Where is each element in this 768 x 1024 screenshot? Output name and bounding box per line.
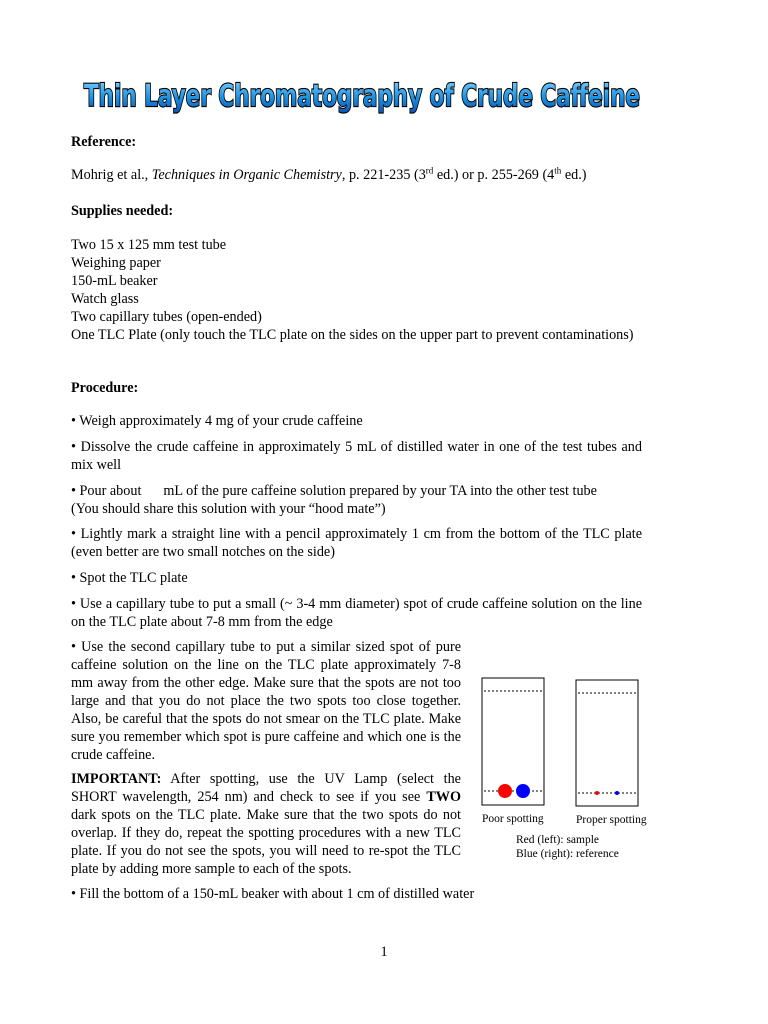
supply-item: Weighing paper [71,255,161,271]
reference-spot-large [516,784,530,798]
procedure-step-3 [71,482,642,518]
citation-authors: Mohrig et al., [71,167,152,183]
reference-heading: Reference: [71,134,137,150]
procedure-heading: Procedure: [71,380,139,396]
procedure-step-8: • Fill the bottom of a 150-mL beaker with about 1 cm of distilled water [71,886,475,902]
sample-spot-large [498,784,512,798]
procedure-step-7: • Use the second capillary tube to put a similar sized spot of pure caffeine solution on the line on the TLC plate approximately 7-8 mm away from the other edge. Make sure that the spots are not too large and that you do not place the two spots too close together. Also, be careful that the spots do not smear on the TLC plate. Make sure you remember which spot is pure caffeine and which one is the crude caffeine. [71,639,461,763]
important-label: IMPORTANT: [71,771,162,787]
proper-spotting-plate [576,680,638,806]
procedure-step-5: • Spot the TLC plate [71,570,188,586]
reference-citation [71,166,642,184]
important-note [71,770,461,878]
procedure-step-1: • Weigh approximately 4 mg of your crude caffeine [71,413,363,429]
poor-spotting-label: Poor spotting [482,813,544,825]
poor-spotting-plate [482,678,544,805]
supply-item: Two 15 x 125 mm test tube [71,237,227,253]
sample-spot-small [595,791,599,795]
citation-sup-th: th [554,165,562,176]
supplies-list [71,236,642,344]
citation-mid: ed.) or p. 255-269 (4 [433,167,555,183]
citation-end: ed.) [561,167,587,183]
step-3-start: • Pour about [71,483,142,499]
citation-book: Techniques in Organic Chemistry [151,167,342,183]
important-two: TWO [426,789,461,805]
document-title [78,70,646,118]
important-text-b: dark spots on the TLC plate. Make sure that the two spots do not overlap. If they do, repeat the spotting procedures with a new TLC plate. If you do not see the spots, you will need to re-spot the TLC plate by adding more sample to each of the spots. [71,807,461,877]
important-text-a: After spotting, use the UV Lamp (select the SHORT wavelength, 254 nm) and check to see if you see [71,771,461,805]
supply-item: One TLC Plate (only touch the TLC plate on the sides on the upper part to prevent contaminations) [71,327,634,343]
citation-sup-rd: rd [425,165,434,176]
page-number: 1 [380,944,388,960]
reference-spot-small [615,791,619,795]
supply-item: 150-mL beaker [71,273,158,289]
supplies-heading: Supplies needed: [71,203,174,219]
supply-item: Two capillary tubes (open-ended) [71,309,262,325]
procedure-step-2: • Dissolve the crude caffeine in approximately 5 mL of distilled water in one of the test tubes and mix well [71,439,642,473]
supply-item: Watch glass [71,291,139,307]
title-text: Thin Layer Chromatography of Crude Caffeine [84,79,640,114]
citation-pages: , p. 221-235 (3 [341,167,426,183]
step-3-note: (You should share this solution with your “hood mate”) [71,501,386,517]
legend-blue: Blue (right): reference [516,848,619,860]
procedure-step-6: • Use a capillary tube to put a small (~ 3-4 mm diameter) spot of crude caffeine solution on the line on the TLC plate about 7-8 mm from the edge [71,596,642,630]
step-3-end: mL of the pure caffeine solution prepared by your TA into the other test tube [163,483,597,499]
proper-spotting-label: Proper spotting [576,814,647,826]
tlc-spotting-figure [470,672,660,867]
legend-red: Red (left): sample [516,834,600,846]
procedure-step-4: • Lightly mark a straight line with a pencil approximately 1 cm from the bottom of the TLC plate (even better are two small notches on the side) [71,526,642,560]
